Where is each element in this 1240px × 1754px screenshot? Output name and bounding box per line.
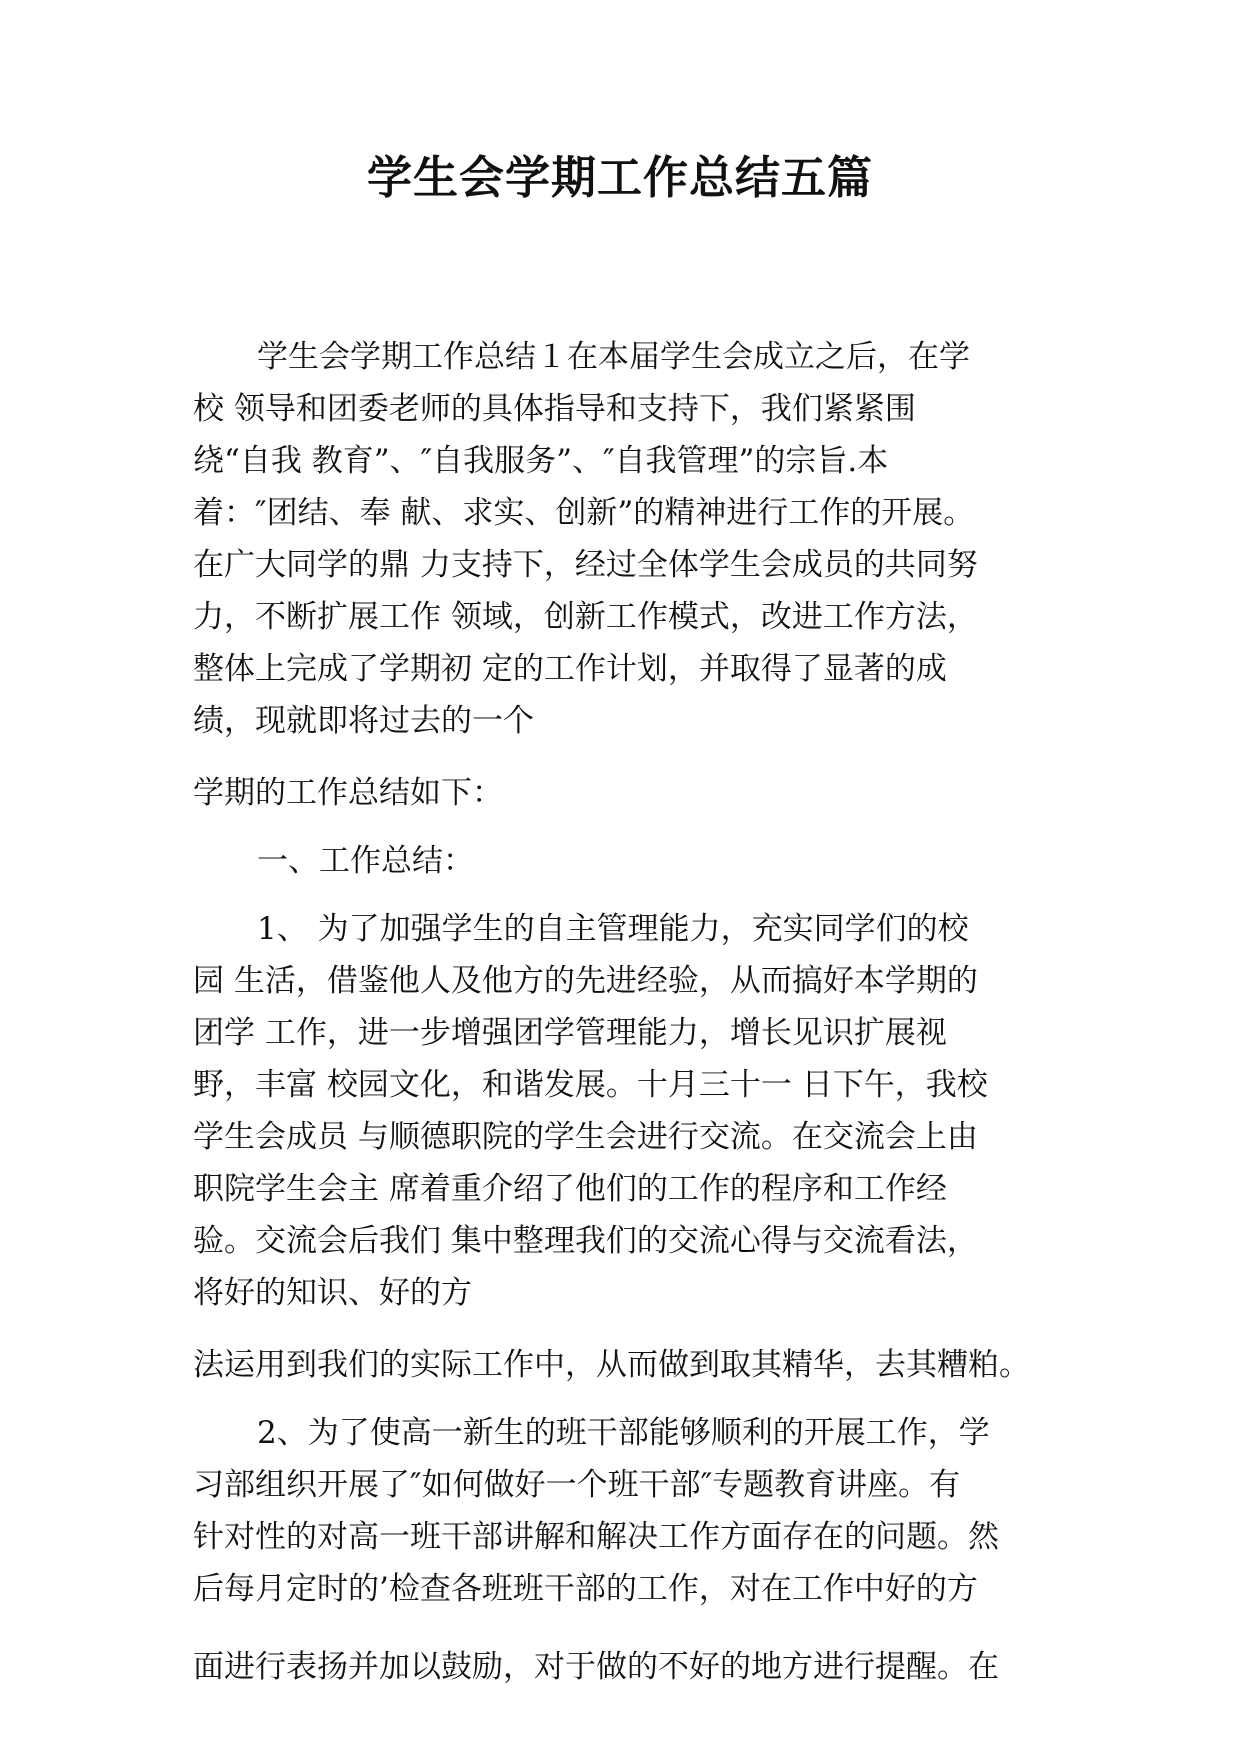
text-line: 着：″团结、奉 献、求实、创新”的精神进行工作的开展。	[193, 495, 975, 531]
paragraph-1	[193, 331, 1053, 747]
text-line: 校 领导和团委老师的具体指导和支持下，我们紧紧围	[193, 391, 916, 427]
paragraph-6	[193, 1641, 1053, 1693]
paragraph-5	[193, 1407, 1053, 1615]
text-line: 整体上完成了学期初 定的工作计划，并取得了显著的成	[193, 651, 947, 687]
text-line: 在广大同学的鼎 力支持下，经过全体学生会成员的共同努	[193, 547, 978, 583]
text-line: 2、为了使高一新生的班干部能够顺利的开展工作，学	[257, 1415, 990, 1451]
text-line: 学生会成员 与顺德职院的学生会进行交流。在交流会上由	[193, 1119, 978, 1155]
text-line: 后每月定时的’检查各班班干部的工作，对在工作中好的方	[193, 1571, 978, 1607]
text-line: 团学 工作，进一步增强团学管理能力，增长见识扩展视	[193, 1015, 947, 1051]
text-line: 将好的知识、好的方	[193, 1275, 472, 1311]
text-line: 习部组织开展了″如何做好一个班干部″专题教育讲座。有	[193, 1467, 961, 1503]
paragraph-3	[193, 903, 1053, 1319]
paragraph-4	[193, 1339, 1053, 1391]
text-line: 一、工作总结：	[257, 843, 474, 879]
text-line: 1、 为了加强学生的自主管理能力，充实同学们的校	[257, 911, 969, 947]
text-line: 职院学生会主 席着重介绍了他们的工作的程序和工作经	[193, 1171, 947, 1207]
text-line: 学期的工作总结如下：	[193, 775, 503, 811]
text-line: 绕“自我 教育”、″自我服务”、″自我管理”的宗旨.本	[193, 443, 889, 479]
section-heading	[193, 835, 1053, 887]
paragraph-2	[193, 767, 1053, 819]
text-line: 法运用到我们的实际工作中，从而做到取其精华，去其糟粕。	[193, 1347, 1030, 1383]
text-line: 针对性的对高一班干部讲解和解决工作方面存在的问题。然	[193, 1519, 999, 1555]
text-line: 绩，现就即将过去的一个	[193, 703, 534, 739]
text-line: 面进行表扬并加以鼓励，对于做的不好的地方进行提醒。在	[193, 1649, 999, 1685]
text-line: 力，不断扩展工作 领域，创新工作模式，改进工作方法，	[193, 599, 978, 635]
document-body	[193, 331, 1053, 1693]
text-line: 验。交流会后我们 集中整理我们的交流心得与交流看法，	[193, 1223, 978, 1259]
text-line: 野，丰富 校园文化，和谐发展。十月三十一 日下午，我校	[193, 1067, 988, 1103]
text-line: 园 生活，借鉴他人及他方的先进经验，从而搞好本学期的	[193, 963, 978, 999]
text-line: 学生会学期工作总结１在本届学生会成立之后，在学	[257, 339, 970, 375]
document-title: 学生会学期工作总结五篇	[366, 151, 873, 204]
